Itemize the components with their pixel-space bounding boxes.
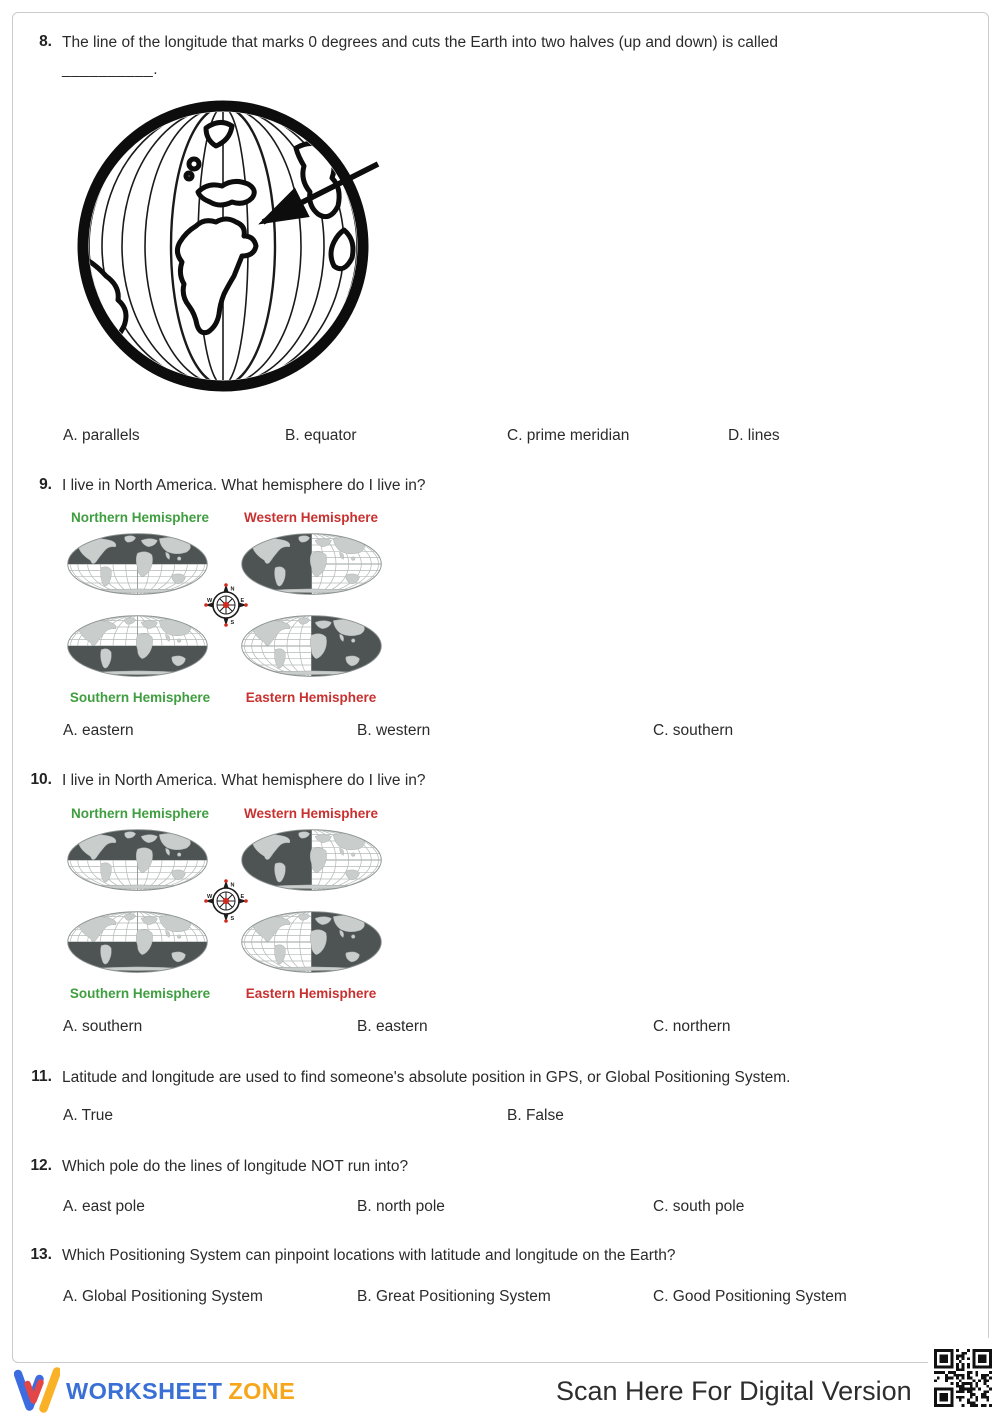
- answer-option: C. south pole: [653, 1198, 745, 1215]
- compass-rose-icon: [204, 583, 248, 627]
- question-text: Which pole do the lines of longitude NOT run into?: [62, 1158, 409, 1175]
- answer-option: A. True: [63, 1107, 113, 1124]
- answer-option: C. prime meridian: [507, 427, 630, 444]
- compass-n-label: N: [230, 882, 235, 889]
- compass-rose-icon: [204, 879, 248, 923]
- hemispheres-figure: [58, 802, 396, 1002]
- answer-option: B. equator: [285, 427, 357, 444]
- answer-option: C. southern: [653, 722, 734, 739]
- eastern-hemisphere-map: [242, 613, 384, 678]
- question-number: 8.: [39, 33, 52, 50]
- answer-option: A. Global Positioning System: [63, 1288, 263, 1305]
- answer-option: A. east pole: [63, 1198, 145, 1215]
- compass-s-label: S: [230, 916, 235, 922]
- question-text: Which Positioning System can pinpoint locations with latitude and longitude on the Earth?: [62, 1247, 676, 1264]
- southern-hemisphere-map: [65, 616, 210, 679]
- answer-option: B. north pole: [357, 1198, 445, 1215]
- globe-prime-meridian-figure: [58, 94, 390, 406]
- scan-here-label: Scan Here For Digital Version: [556, 1376, 912, 1406]
- eastern-hemisphere-map: [242, 909, 384, 974]
- answer-blank: __________.: [62, 61, 159, 78]
- answer-option: C. Good Positioning System: [653, 1288, 847, 1305]
- answer-option: C. northern: [653, 1018, 731, 1035]
- compass-e-label: E: [240, 894, 245, 900]
- hemispheres-figure: [58, 506, 396, 706]
- northern-hemisphere-map: [65, 531, 210, 594]
- compass-w-label: W: [207, 894, 213, 900]
- question-text: I live in North America. What hemisphere do I live in?: [62, 477, 426, 494]
- compass-e-label: E: [240, 598, 245, 604]
- question-text: Latitude and longitude are used to find someone's absolute position in GPS, or Global Positioning System.: [62, 1069, 791, 1086]
- answer-option: A. eastern: [63, 722, 134, 739]
- southern-hemisphere-label: Southern Hemisphere: [69, 986, 211, 1001]
- answer-option: A. parallels: [63, 427, 140, 444]
- answer-option: B. False: [507, 1107, 564, 1124]
- answer-option: A. southern: [63, 1018, 143, 1035]
- northern-hemisphere-label: Northern Hemisphere: [70, 806, 210, 821]
- western-hemisphere-map: [239, 827, 381, 892]
- compass-w-label: W: [207, 598, 213, 604]
- worksheetzone-brand[interactable]: [66, 1378, 295, 1405]
- question-number: 13.: [30, 1246, 52, 1263]
- western-hemisphere-map: [239, 531, 381, 596]
- question-number: 9.: [39, 476, 52, 493]
- answer-option: D. lines: [728, 427, 780, 444]
- northern-hemisphere-label: Northern Hemisphere: [70, 510, 210, 525]
- answer-option: B. Great Positioning System: [357, 1288, 551, 1305]
- western-hemisphere-label: Western Hemisphere: [243, 510, 379, 525]
- question-number: 11.: [31, 1068, 52, 1085]
- qr-code: [928, 1338, 998, 1414]
- eastern-hemisphere-label: Eastern Hemisphere: [245, 986, 377, 1001]
- southern-hemisphere-label: Southern Hemisphere: [69, 690, 211, 705]
- northern-hemisphere-map: [65, 827, 210, 890]
- answer-option: B. eastern: [357, 1018, 428, 1035]
- worksheetzone-logo-icon[interactable]: [14, 1367, 60, 1413]
- southern-hemisphere-map: [65, 912, 210, 975]
- question-number: 10.: [30, 771, 52, 788]
- compass-n-label: N: [230, 586, 235, 593]
- question-text: The line of the longitude that marks 0 degrees and cuts the Earth into two halves (up and down) is called: [62, 34, 779, 51]
- answer-option: B. western: [357, 722, 431, 739]
- western-hemisphere-label: Western Hemisphere: [243, 806, 379, 821]
- eastern-hemisphere-label: Eastern Hemisphere: [245, 690, 377, 705]
- question-number: 12.: [30, 1157, 52, 1174]
- compass-s-label: S: [230, 620, 235, 626]
- brand-zone-text: ZONE: [228, 1378, 296, 1404]
- question-text: I live in North America. What hemisphere do I live in?: [62, 772, 426, 789]
- brand-worksheet-text: WORKSHEET: [66, 1378, 223, 1404]
